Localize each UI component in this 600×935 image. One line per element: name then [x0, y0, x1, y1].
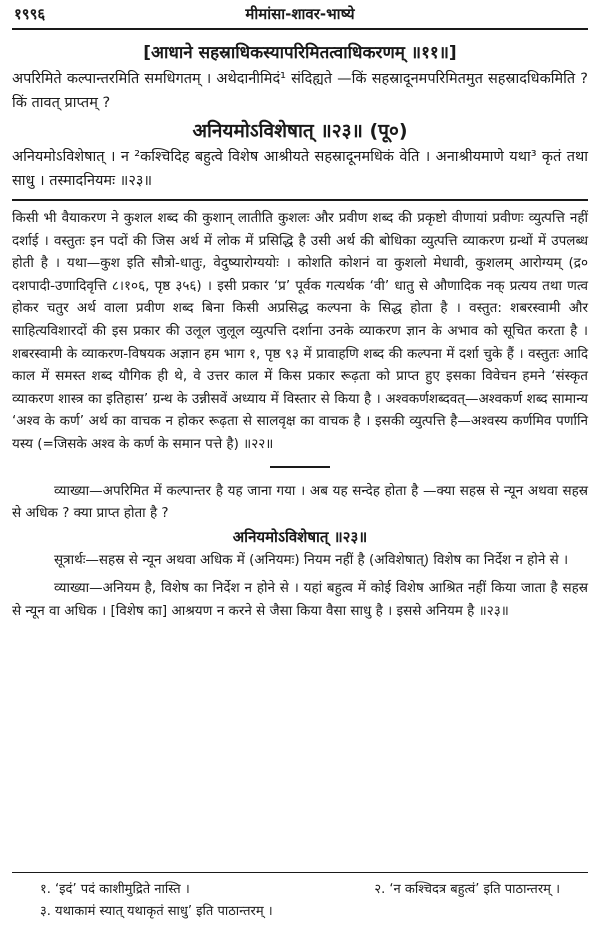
vyakhya-paragraph-1: व्याख्या—अपरिमित में कल्पान्तर है यह जाना गया । अब यह सन्देह होता है —क्या सहस्र से न्यून अथवा सहस्र से अधिक ? क्या प्राप्त होता है ?	[12, 482, 588, 522]
sutra-heading: अनियमोऽविशेषात् ॥२३॥ (पू०)	[192, 120, 408, 142]
sutrartha-paragraph: सूत्रार्थः—सहस्र से न्यून अथवा अधिक में (अनियमः) नियम नहीं है (अविशेषात्) विशेष का निर्देश न होने से ।	[54, 551, 569, 568]
bhashya-paragraph: अनियमोऽविशेषात् । न ²कश्चिदिह बहुत्वे विशेष आश्रीयते सहस्रादूनमधिकं वेति । अनाश्रीयमाणे यथा³ कृतं तथा साधु । तस्मादनियमः ॥२३॥	[12, 149, 588, 189]
section-rule	[12, 199, 588, 201]
center-divider	[270, 466, 330, 468]
page-number: १९९६	[14, 5, 46, 23]
intro-paragraph: अपरिमिते कल्पान्तरमिति समधिगतम् । अथेदानीमिदं¹ संदिह्यते —किं सहस्रादूनमपरिमितमुत सहस्रादधिकमिति ? किं तावत् प्राप्तम् ?	[12, 71, 588, 111]
vyakhya-paragraph-2: व्याख्या—अनियम है, विशेष का निर्देश न होने से । यहां बहुत्व में कोई विशेष आश्रित नहीं किया जाता है सहस्र से न्यून वा अधिक । [विशेष का] आश्रयण न करने से जैसा किया वैसा साधु है । इससे अनियम है ॥२३॥	[12, 580, 588, 619]
commentary-paragraph: किसी भी वैयाकरण ने कुशल शब्द की कुशान् लातीति कुशलः और प्रवीण शब्द की प्रकृष्टो वीणायां प्रवीणः व्युत्पत्ति नहीं दर्शाई । वस्तुतः इन पदों की जिस अर्थ में लोक में प्रसिद्धि है उसी अर्थ की बोधिका व्युत्पत्ति व्याकरण ग्रन्थों में उपलब्ध होती है । यथा—कुश इति सौत्रो-धातुः, वेदुष्यारोग्ययोः । कोशति कोशनं वा कुशलो मेधावी, कुशलम् आरोग्यम् (द्र० दशपादी-उणादिवृत्ति ८।१०६, पृष्ठ ३५६) । इसी प्रकार ‘प्र’ पूर्वक गत्यर्थक ‘वी’ धातु से औणादिक नक् प्रत्यय तथा णत्व होकर चतुर अर्थ वाला प्रवीण शब्द बिना किसी अप्रसिद्ध कल्पना के सिद्ध होता है । वस्तुत: शबरस्वामी और साहित्यविशारदों की इस प्रकार की उलूल जुलूल व्युत्पत्ति दर्शाना उनके व्याकरण ज्ञान के अभाव को सूचित करता है । शबरस्वामी के व्याकरण-विषयक अज्ञान हम भाग १, पृष्ठ ९३ में प्रावाहणि शब्द की कल्पना में दर्शा चुके हैं । वस्तुतः आदि काल में समस्त शब्द यौगिक ही थे, वे उत्तर काल में किस प्रकार रूढ़ता को प्राप्त हुए इसका विवेचन हमने ‘संस्कृत व्याकरण शास्त्र का इतिहास’ ग्रन्थ के उन्नीसवें अध्याय में विस्तार से किया है । अश्वकर्णशब्दवत्—अश्वकर्ण शब्द सामान्य ‘अश्व के कर्ण’ अर्थ का वाचक न होकर रूढ़ता से सालवृक्ष का वाचक है । इसकी व्युत्पत्ति है—अश्वस्य कर्णमिव पर्णानि यस्य (=जिसके अश्व के कर्ण के समान पत्ते है) ॥२२॥	[12, 210, 588, 452]
running-title: मीमांसा-शावर-भाष्ये	[245, 5, 355, 23]
sutra-repeat: अनियमोऽविशेषात् ॥२३॥	[232, 527, 368, 546]
footnote-row	[12, 879, 588, 901]
footnote-2: २. ‘न कश्चिदत्र बहुत्वं’ इति पाठान्तरम् ।	[374, 882, 560, 897]
footnote-1: १. ‘इदं’ पदं काशीमुद्रिते नास्ति ।	[40, 882, 190, 897]
footnotes	[12, 872, 588, 923]
adhikarana-title: [आधाने सहस्राधिकस्यापरिमितत्वाधिकरणम् ॥११॥]	[143, 43, 457, 63]
footnote-3: ३. यथाकामं स्यात् यथाकृतं साधु’ इति पाठान्तरम् ।	[40, 904, 273, 919]
page-header	[12, 0, 588, 30]
